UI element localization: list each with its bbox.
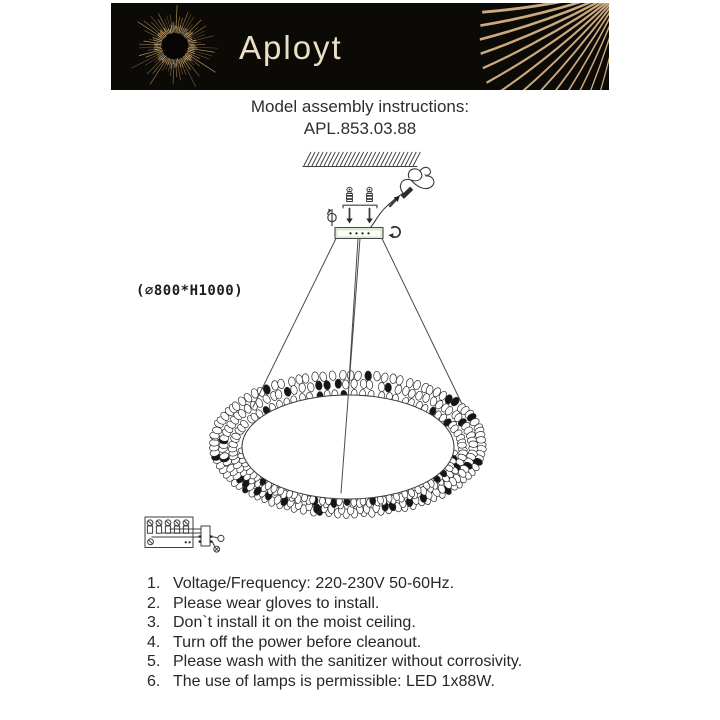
install-arrows-icon [343, 205, 377, 223]
instruction-item [147, 613, 522, 633]
instruction-item [147, 594, 522, 614]
instruction-number: 6. [147, 672, 161, 690]
instruction-number: 4. [147, 633, 161, 651]
brand-name: Aployt [239, 29, 343, 66]
instruction-number: 5. [147, 653, 161, 671]
terminal-block-diagram [145, 517, 224, 552]
instruction-number: 3. [147, 614, 161, 632]
instruction-item [147, 652, 522, 672]
anchor-screws-icon [347, 187, 373, 201]
instruction-text: Turn off the power before cleanout. [173, 633, 422, 651]
dimension-label: (∅800*H1000) [136, 283, 244, 299]
instruction-text: The use of lamps is permissible: LED 1x88W. [173, 672, 495, 690]
instruction-text: Don`t install it on the moist ceiling. [173, 614, 416, 632]
instruction-text: Voltage/Frequency: 220-230V 50-60Hz. [173, 575, 455, 592]
instruction-text: Please wash with the sanitizer without corrosivity. [173, 653, 523, 671]
page-title: Model assembly instructions: [250, 97, 470, 116]
model-number: APL.853.03.88 [303, 119, 417, 138]
power-cable [371, 167, 434, 227]
ceiling-hatch [303, 152, 420, 166]
ring-opening [242, 395, 454, 499]
instructions-list [147, 574, 522, 692]
instruction-number: 2. [147, 594, 161, 612]
instruction-text: Please wear gloves to install. [173, 594, 380, 612]
ceiling-mount-plate [335, 228, 383, 239]
rotate-screw-icon [328, 209, 337, 226]
instruction-item [147, 574, 522, 594]
rotate-canopy-icon [388, 227, 400, 239]
instruction-item [147, 672, 522, 692]
instruction-number: 1. [147, 575, 161, 592]
instruction-item [147, 633, 522, 653]
